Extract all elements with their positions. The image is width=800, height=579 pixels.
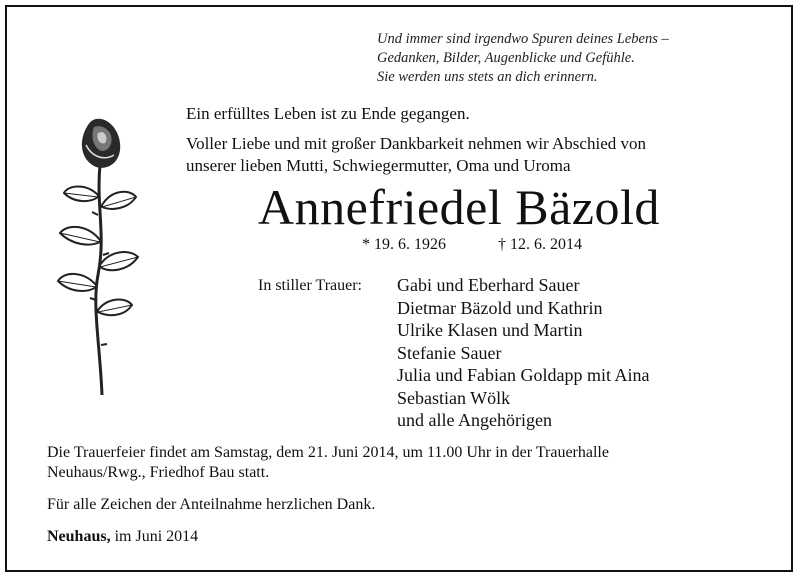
mourners-label: In stiller Trauer: [258,277,362,294]
place-city: Neuhaus, [47,528,111,545]
mourner-name: Julia und Fabian Goldapp mit Aina [397,365,650,385]
mourner-name: Sebastian Wölk [397,387,511,408]
place-date [47,527,198,547]
rose-icon [48,105,148,405]
intro-line: unserer lieben Mutti, Schwiegermutter, Oma und Uroma [186,156,571,175]
thanks-text: Für alle Zeichen der Anteilnahme herzlichen Dank. [47,496,376,513]
mourners-list [397,274,649,432]
mourner-name: Dietmar Bäzold und Kathrin [397,297,603,318]
deceased-name: Annefriedel Bäzold [258,179,660,235]
poem-line: Sie werden uns stets an dich erinnern. [377,69,598,85]
intro-text [186,103,646,177]
funeral-line: Neuhaus/Rwg., Friedhof Bau statt. [47,464,270,481]
funeral-info [47,443,757,483]
mourner-name: und alle Angehörigen [397,410,552,430]
life-dates [362,236,582,254]
birth-date: * 19. 6. 1926 [362,236,446,253]
poem-line: Gedanken, Bilder, Augenblicke und Gefühle. [377,50,635,66]
death-date: † 12. 6. 2014 [498,236,582,253]
poem-line: Und immer sind irgendwo Spuren deines Lebens – [377,31,669,47]
place-month: im Juni 2014 [114,528,199,545]
intro-line: Ein erfülltes Leben ist zu Ende gegangen. [186,104,470,123]
mourner-name: Stefanie Sauer [397,342,502,363]
mourner-name: Gabi und Eberhard Sauer [397,275,580,295]
intro-line: Voller Liebe und mit großer Dankbarkeit nehmen wir Abschied von [186,134,646,153]
memorial-poem [377,30,669,87]
funeral-line: Die Trauerfeier findet am Samstag, dem 21. Juni 2014, um 11.00 Uhr in der Trauerhalle [47,444,609,461]
mourner-name: Ulrike Klasen und Martin [397,320,583,340]
